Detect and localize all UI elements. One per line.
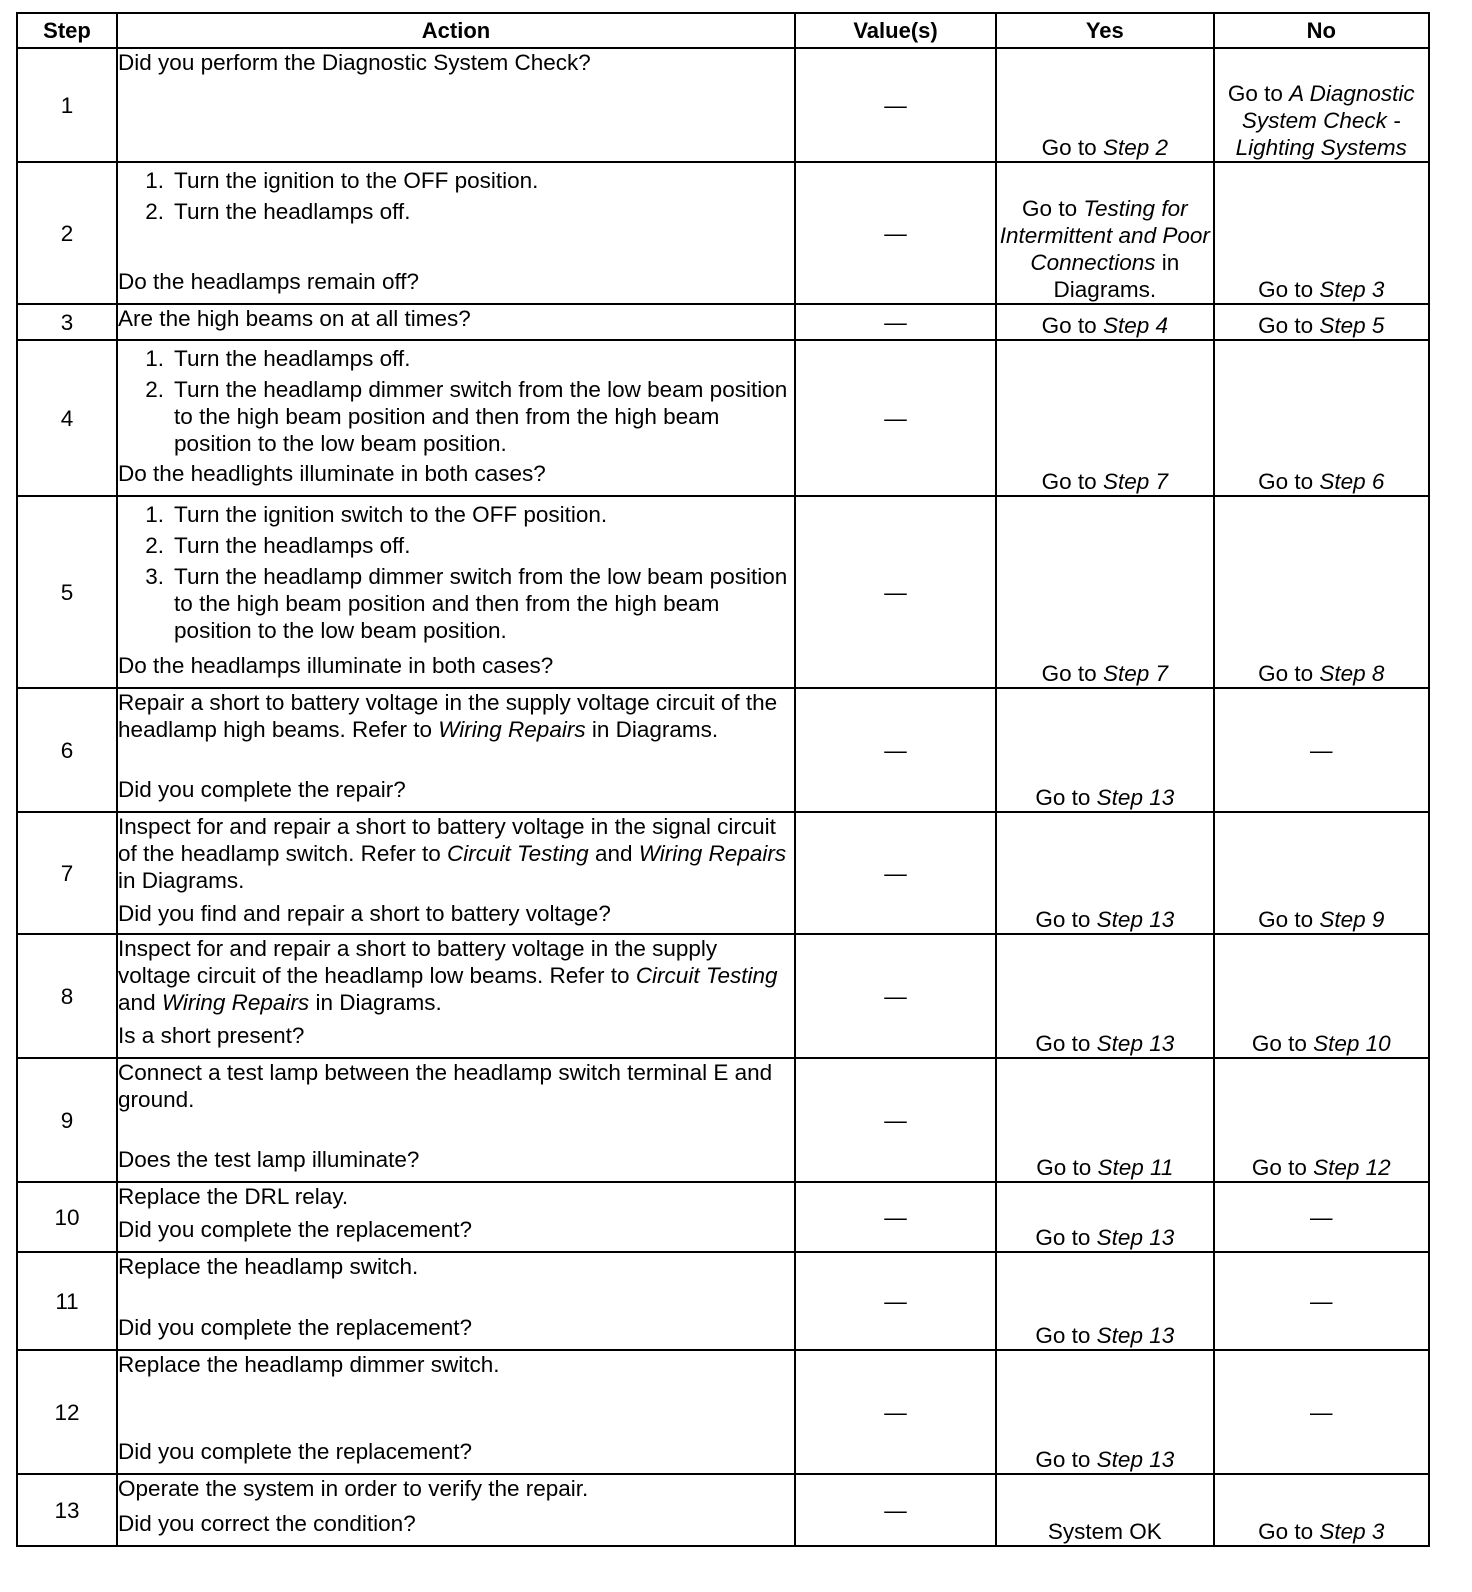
yes-cell bbox=[996, 304, 1213, 340]
list-item-number: 1. bbox=[145, 502, 165, 527]
values-cell bbox=[795, 340, 996, 496]
value-dash: — bbox=[884, 860, 907, 886]
action-spacer bbox=[118, 1283, 794, 1311]
no-target-link: Step 9 bbox=[1319, 907, 1385, 932]
table-row bbox=[17, 1058, 1429, 1182]
action-content bbox=[118, 305, 794, 335]
action-instruction bbox=[118, 689, 794, 743]
no-target-link: Step 12 bbox=[1313, 1155, 1391, 1180]
action-cell bbox=[117, 304, 795, 340]
header-step: Step bbox=[17, 13, 117, 48]
reference-link-text: Wiring Repairs bbox=[161, 990, 310, 1015]
action-spacer bbox=[118, 1505, 794, 1507]
no-cell bbox=[1214, 688, 1429, 812]
value-dash: — bbox=[884, 1288, 907, 1314]
list-item-text: Turn the headlamps off. bbox=[174, 199, 411, 224]
list-item-number: 1. bbox=[145, 346, 165, 371]
action-content bbox=[118, 813, 794, 927]
list-item-number: 1. bbox=[145, 168, 165, 193]
action-list-item bbox=[118, 501, 794, 528]
yes-prefix: Go to bbox=[1035, 907, 1097, 932]
yes-target-link: Step 13 bbox=[1096, 1225, 1175, 1250]
step-number: 3 bbox=[17, 304, 117, 340]
action-instruction: Replace the headlamp switch. bbox=[118, 1254, 419, 1279]
no-cell bbox=[1214, 48, 1429, 162]
action-content bbox=[118, 497, 794, 679]
yes-target-link: Step 11 bbox=[1097, 1155, 1174, 1180]
action-cell bbox=[117, 1252, 795, 1350]
no-prefix: Go to bbox=[1251, 1155, 1314, 1180]
values-cell bbox=[795, 1058, 996, 1182]
yes-prefix: Go to bbox=[1041, 661, 1103, 686]
no-prefix: Go to bbox=[1258, 661, 1320, 686]
step-number: 10 bbox=[17, 1182, 117, 1252]
table-row bbox=[17, 1182, 1429, 1252]
no-prefix: Go to bbox=[1258, 469, 1320, 494]
reference-link-text: Wiring Repairs bbox=[438, 717, 586, 742]
table-row bbox=[17, 1252, 1429, 1350]
action-instruction: Operate the system in order to verify the repair. bbox=[118, 1476, 589, 1501]
yes-target-link: Step 13 bbox=[1096, 1323, 1175, 1348]
yes-target-link: Step 7 bbox=[1102, 661, 1168, 686]
action-instruction: Replace the headlamp dimmer switch. bbox=[118, 1352, 500, 1377]
table-body bbox=[17, 48, 1429, 1546]
action-spacer bbox=[118, 1381, 794, 1435]
action-question: Did you complete the replacement? bbox=[118, 1315, 472, 1340]
action-spacer bbox=[118, 79, 794, 153]
action-spacer bbox=[118, 1116, 794, 1143]
action-cell bbox=[117, 688, 795, 812]
step-number: 7 bbox=[17, 812, 117, 934]
yes-target-link: Step 13 bbox=[1096, 907, 1175, 932]
no-prefix: Go to bbox=[1258, 1519, 1320, 1544]
instruction-text: and bbox=[588, 841, 639, 866]
step-number: 11 bbox=[17, 1252, 117, 1350]
no-cell bbox=[1214, 812, 1429, 934]
yes-prefix: Go to bbox=[1035, 1031, 1097, 1056]
yes-prefix: Go to bbox=[1035, 1323, 1097, 1348]
instruction-text: in Diagrams. bbox=[118, 868, 245, 893]
yes-cell bbox=[996, 496, 1213, 688]
action-instruction: Connect a test lamp between the headlamp switch terminal E and ground. bbox=[118, 1060, 773, 1112]
action-content bbox=[118, 49, 794, 153]
list-item-text: Turn the ignition to the OFF position. bbox=[174, 168, 539, 193]
action-cell bbox=[117, 162, 795, 304]
yes-prefix: Go to bbox=[1022, 196, 1084, 221]
action-content bbox=[118, 1059, 794, 1173]
yes-target-link: Testing for Intermittent and Poor Connections bbox=[999, 196, 1210, 275]
table-row bbox=[17, 340, 1429, 496]
action-question: Did you correct the condition? bbox=[118, 1511, 416, 1536]
yes-suffix: in Diagrams. bbox=[1053, 250, 1180, 302]
value-dash: — bbox=[884, 309, 907, 335]
values-cell bbox=[795, 304, 996, 340]
values-cell bbox=[795, 162, 996, 304]
yes-cell bbox=[996, 1474, 1213, 1546]
action-question: Did you complete the replacement? bbox=[118, 1439, 472, 1464]
step-number: 4 bbox=[17, 340, 117, 496]
yes-target-link: Step 13 bbox=[1096, 785, 1175, 810]
list-item-text: Turn the headlamp dimmer switch from the low beam position to the high beam position and then from the high beam position to the low beam position. bbox=[174, 564, 788, 643]
yes-prefix: Go to bbox=[1041, 469, 1103, 494]
value-dash: — bbox=[884, 92, 907, 118]
action-spacer bbox=[118, 644, 794, 649]
no-target-link: Step 8 bbox=[1319, 661, 1385, 686]
instruction-text: in Diagrams. bbox=[309, 990, 442, 1015]
step-number: 8 bbox=[17, 934, 117, 1058]
no-cell bbox=[1214, 1474, 1429, 1546]
yes-target-link: Step 4 bbox=[1102, 313, 1168, 338]
table-row bbox=[17, 688, 1429, 812]
table-row bbox=[17, 304, 1429, 340]
list-item-number: 3. bbox=[145, 564, 165, 589]
action-question: Do the headlights illuminate in both cases? bbox=[118, 461, 546, 486]
action-spacer bbox=[118, 746, 794, 773]
no-cell bbox=[1214, 340, 1429, 496]
yes-prefix: Go to bbox=[1035, 1225, 1097, 1250]
yes-prefix: Go to bbox=[1041, 313, 1103, 338]
no-target-link: Step 10 bbox=[1313, 1031, 1391, 1056]
step-number: 13 bbox=[17, 1474, 117, 1546]
no-dash: — bbox=[1310, 1399, 1333, 1425]
table-row bbox=[17, 496, 1429, 688]
no-target-link: A Diagnostic System Check - Lighting Systems bbox=[1235, 81, 1415, 160]
action-content bbox=[118, 1475, 794, 1537]
yes-target-link: Step 13 bbox=[1096, 1447, 1175, 1472]
action-content bbox=[118, 341, 794, 487]
yes-cell bbox=[996, 812, 1213, 934]
values-cell bbox=[795, 496, 996, 688]
yes-target-link: Step 13 bbox=[1096, 1031, 1175, 1056]
yes-cell bbox=[996, 1252, 1213, 1350]
step-number: 5 bbox=[17, 496, 117, 688]
list-item-text: Turn the headlamps off. bbox=[174, 533, 411, 558]
no-prefix: Go to bbox=[1258, 313, 1320, 338]
values-cell bbox=[795, 1252, 996, 1350]
no-cell bbox=[1214, 304, 1429, 340]
action-list-item bbox=[118, 345, 794, 372]
action-list-item bbox=[118, 532, 794, 559]
list-item-text: Turn the ignition switch to the OFF position. bbox=[174, 502, 608, 527]
yes-cell bbox=[996, 1350, 1213, 1474]
yes-target-link: Step 2 bbox=[1102, 135, 1168, 160]
list-item-number: 2. bbox=[145, 377, 165, 402]
value-dash: — bbox=[884, 1399, 907, 1425]
values-cell bbox=[795, 812, 996, 934]
list-item-text: Turn the headlamp dimmer switch from the low beam position to the high beam position and then from the high beam position to the low beam position. bbox=[174, 377, 788, 456]
action-content bbox=[118, 1253, 794, 1341]
yes-prefix: Go to bbox=[1036, 1155, 1098, 1180]
no-cell bbox=[1214, 1350, 1429, 1474]
diagnostic-table bbox=[16, 12, 1430, 1547]
header-no: No bbox=[1214, 13, 1429, 48]
action-cell bbox=[117, 1350, 795, 1474]
action-list-item bbox=[118, 376, 794, 457]
value-dash: — bbox=[884, 1497, 907, 1523]
table-row bbox=[17, 1474, 1429, 1546]
table-row bbox=[17, 812, 1429, 934]
no-prefix: Go to bbox=[1258, 907, 1320, 932]
no-prefix: Go to bbox=[1258, 277, 1320, 302]
no-cell bbox=[1214, 934, 1429, 1058]
header-values: Value(s) bbox=[795, 13, 996, 48]
value-dash: — bbox=[884, 405, 907, 431]
reference-link-text: Wiring Repairs bbox=[638, 841, 787, 866]
action-question: Did you complete the repair? bbox=[118, 777, 406, 802]
action-question: Does the test lamp illuminate? bbox=[118, 1147, 420, 1172]
no-dash: — bbox=[1310, 1204, 1333, 1230]
values-cell bbox=[795, 1474, 996, 1546]
yes-prefix: Go to bbox=[1041, 135, 1103, 160]
value-dash: — bbox=[884, 579, 907, 605]
yes-cell bbox=[996, 48, 1213, 162]
header-row bbox=[17, 13, 1429, 48]
step-number: 12 bbox=[17, 1350, 117, 1474]
instruction-text: in Diagrams. bbox=[585, 717, 719, 742]
action-list-item bbox=[118, 563, 794, 644]
no-cell bbox=[1214, 162, 1429, 304]
action-cell bbox=[117, 1182, 795, 1252]
action-instruction bbox=[118, 813, 794, 894]
step-number: 1 bbox=[17, 48, 117, 162]
no-prefix: Go to bbox=[1227, 81, 1290, 106]
table-row bbox=[17, 162, 1429, 304]
action-instruction: Are the high beams on at all times? bbox=[118, 306, 471, 331]
no-target-link: Step 5 bbox=[1319, 313, 1385, 338]
action-spacer bbox=[118, 225, 794, 265]
instruction-text: Repair a short to battery voltage in the supply voltage circuit of the headlamp high beams. Refer to bbox=[118, 690, 778, 742]
values-cell bbox=[795, 934, 996, 1058]
yes-target-link: Step 7 bbox=[1102, 469, 1168, 494]
no-cell bbox=[1214, 1252, 1429, 1350]
action-list-item bbox=[118, 167, 794, 194]
values-cell bbox=[795, 48, 996, 162]
step-number: 2 bbox=[17, 162, 117, 304]
values-cell bbox=[795, 1350, 996, 1474]
value-dash: — bbox=[884, 220, 907, 246]
no-target-link: Step 3 bbox=[1319, 1519, 1385, 1544]
action-cell bbox=[117, 1474, 795, 1546]
no-cell bbox=[1214, 1058, 1429, 1182]
action-instruction bbox=[118, 935, 794, 1016]
no-target-link: Step 6 bbox=[1319, 469, 1385, 494]
no-cell bbox=[1214, 496, 1429, 688]
values-cell bbox=[795, 688, 996, 812]
value-dash: — bbox=[884, 1204, 907, 1230]
list-item-number: 2. bbox=[145, 199, 165, 224]
action-instruction: Replace the DRL relay. bbox=[118, 1184, 349, 1209]
list-item-number: 2. bbox=[145, 533, 165, 558]
instruction-text: Inspect for and repair a short to battery voltage in the signal circuit of the headlamp switch. Refer to bbox=[118, 814, 776, 866]
action-question: Did you find and repair a short to battery voltage? bbox=[118, 901, 611, 926]
action-content bbox=[118, 163, 794, 295]
instruction-text: Inspect for and repair a short to battery voltage in the supply voltage circuit of the headlamp low beams. Refer to bbox=[118, 936, 718, 988]
step-number: 6 bbox=[17, 688, 117, 812]
table-row bbox=[17, 1350, 1429, 1474]
action-cell bbox=[117, 340, 795, 496]
action-list-item bbox=[118, 198, 794, 225]
yes-cell bbox=[996, 340, 1213, 496]
yes-prefix: Go to bbox=[1035, 785, 1097, 810]
action-question: Is a short present? bbox=[118, 1023, 305, 1048]
action-question: Did you complete the replacement? bbox=[118, 1217, 472, 1242]
action-cell bbox=[117, 1058, 795, 1182]
list-item-text: Turn the headlamps off. bbox=[174, 346, 411, 371]
value-dash: — bbox=[884, 737, 907, 763]
yes-cell bbox=[996, 934, 1213, 1058]
value-dash: — bbox=[884, 983, 907, 1009]
action-question: Do the headlamps remain off? bbox=[118, 269, 420, 294]
table-row bbox=[17, 48, 1429, 162]
action-question: Do the headlamps illuminate in both cases? bbox=[118, 653, 554, 678]
step-number: 9 bbox=[17, 1058, 117, 1182]
yes-prefix: Go to bbox=[1035, 1447, 1097, 1472]
yes-cell bbox=[996, 162, 1213, 304]
header-action: Action bbox=[117, 13, 795, 48]
no-cell bbox=[1214, 1182, 1429, 1252]
action-instruction: Did you perform the Diagnostic System Check? bbox=[118, 50, 591, 75]
instruction-text: and bbox=[118, 990, 162, 1015]
values-cell bbox=[795, 1182, 996, 1252]
header-yes: Yes bbox=[996, 13, 1213, 48]
action-content bbox=[118, 1183, 794, 1243]
yes-cell bbox=[996, 1182, 1213, 1252]
action-content bbox=[118, 689, 794, 803]
table-row bbox=[17, 934, 1429, 1058]
action-content bbox=[118, 935, 794, 1049]
no-prefix: Go to bbox=[1251, 1031, 1314, 1056]
no-target-link: Step 3 bbox=[1319, 277, 1385, 302]
yes-cell bbox=[996, 1058, 1213, 1182]
action-cell bbox=[117, 934, 795, 1058]
action-content bbox=[118, 1351, 794, 1465]
action-cell bbox=[117, 48, 795, 162]
yes-cell bbox=[996, 688, 1213, 812]
value-dash: — bbox=[884, 1107, 907, 1133]
no-dash: — bbox=[1310, 1288, 1333, 1314]
yes-result: System OK bbox=[1047, 1519, 1162, 1544]
reference-link-text: Circuit Testing bbox=[635, 963, 778, 988]
reference-link-text: Circuit Testing bbox=[446, 841, 589, 866]
action-cell bbox=[117, 496, 795, 688]
action-cell bbox=[117, 812, 795, 934]
no-dash: — bbox=[1310, 737, 1333, 763]
